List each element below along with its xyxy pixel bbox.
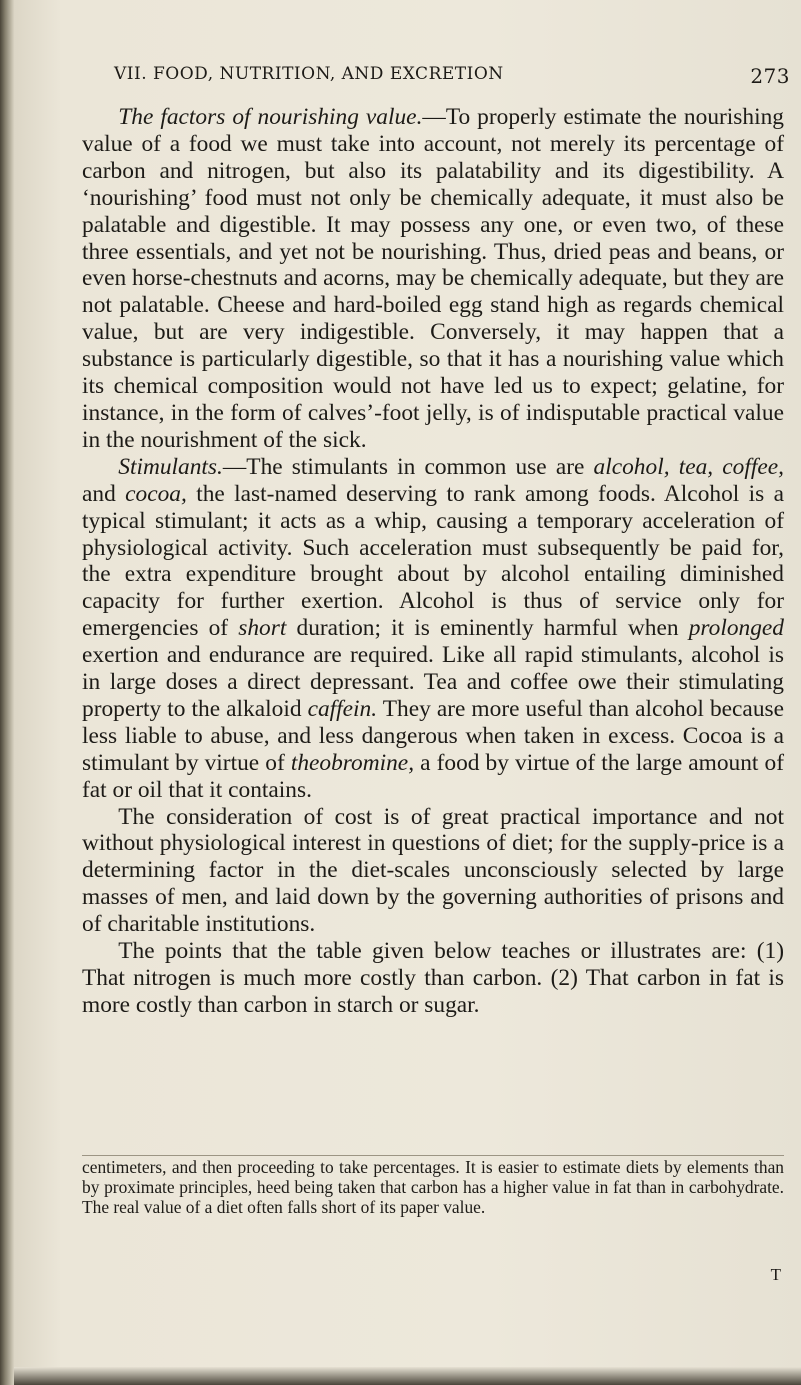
footnote: centimeters, and then proceeding to take percentages. It is easier to estimate diets by elements than by proximate principles, heed being taken that carbon has a higher value in fat than in carbohydrate. The real value of a diet often falls short of its paper value. xyxy=(82,1157,784,1217)
paragraph-nourishing-value: The factors of nourishing value.—To properly estimate the nourishing value of a food we must take into account, not merely its percentage of carbon and nitrogen, but also its palatability and its digestibility. A ‘nourishing’ food must not only be chemically adequate, it must also be palatable and digestible. It may possess any one, or even two, of these three essentials, and yet not be nourishing. Thus, dried peas and beans, or even horse-chestnuts and acorns, may be chemically adequate, but they are not palatable. Cheese and hard-boiled egg stand high as regards chemical value, but are very indigestible. Conversely, it may happen that a substance is particularly digestible, so that it has a nourishing value which its chemical composition would not have led us to expect; gelatine, for instance, in the form of calves’-foot jelly, is of indisputable practical value in the nourishment of the sick. xyxy=(82,104,784,453)
section-title-nourishing-value: The factors of nourishing value. xyxy=(118,104,423,130)
paragraph-cost: The consideration of cost is of great practical importance and not without physiological interest in questions of diet; for the supply-price is a determining factor in the diet-scales unconsciously selected by large masses of men, and laid down by the governing authorities of prisons and of charitable institutions. xyxy=(82,803,784,938)
paragraph-stimulants: Stimulants.—The stimulants in common use are alcohol, tea, coffee, and cocoa, the last-named deserving to rank among foods. Alcohol is a typical stimulant; it acts as a whip, causing a temporary acceleration of physiological activity. Such acceleration must subsequently be paid for, the extra expenditure brought about by alcohol entailing diminished capacity for further exertion. Alcohol is thus of service only for emergencies of short duration; it is eminently harmful when prolonged exertion and endurance are required. Like all rapid stimulants, alcohol is in large doses a direct depressant. Tea and coffee owe their stimulating property to the alkaloid caffein. They are more useful than alcohol because less liable to abuse, and less dangerous when taken in excess. Cocoa is a stimulant by virtue of theobromine, a food by virtue of the large amount of fat or oil that it contains. xyxy=(82,453,785,803)
signature-mark: T xyxy=(770,1265,781,1284)
footnote-divider xyxy=(82,1155,784,1156)
book-spine-shadow xyxy=(0,0,14,1385)
main-text xyxy=(82,104,784,1019)
section-title-stimulants: Stimulants. xyxy=(118,453,223,480)
paragraph-table-points: The points that the table given below teaches or illustrates are: (1) That nitrogen is much more costly than carbon. (2) That carbon in fat is more costly than carbon in starch or sugar. xyxy=(82,938,784,1018)
page-number: 273 xyxy=(750,64,790,88)
running-head: VII. FOOD, NUTRITION, AND EXCRETION xyxy=(114,64,504,84)
page-bottom-shadow xyxy=(14,1367,801,1385)
